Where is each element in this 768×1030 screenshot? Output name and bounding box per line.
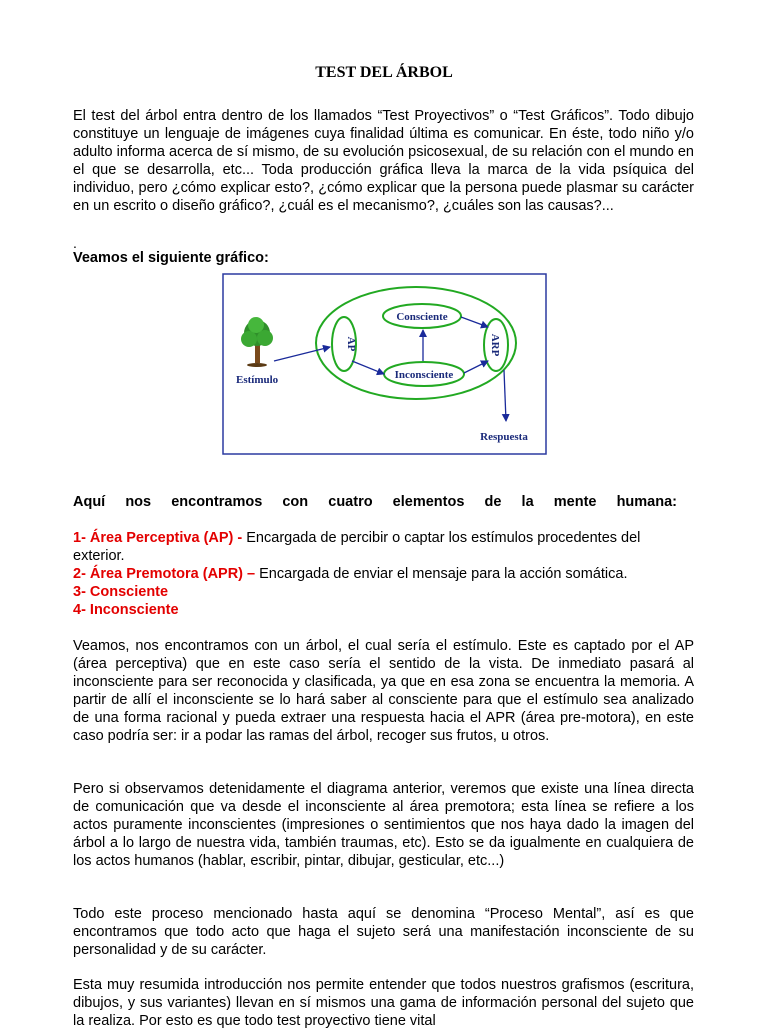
arp-label: ARP <box>489 333 501 357</box>
conscious-label: Consciente <box>396 311 448 323</box>
element-label: 4- Inconsciente <box>73 602 179 618</box>
ap-label: AP <box>345 336 357 352</box>
element-text: Encargada de enviar el mensaje para la acción somática. <box>255 566 628 582</box>
list-item <box>73 529 694 565</box>
response-label: Respuesta <box>480 431 528 443</box>
diagram-analysis-paragraph: Pero si observamos detenidamente el diagrama anterior, veremos que existe una línea directa de comunicación que va desde el inconsciente al área premotora; esta línea se refiere a los actos puramente inconscientes (impresiones o sentimientos que nos haya dado la imagen del árbol a lo largo de nuestra vida, también traumas, etc). Esto se da igualmente en cualquiera de los actos humanos (hablar, escribir, pintar, dibujar, gesticular, etc...) <box>73 781 694 869</box>
element-label: 3- Consciente <box>73 584 169 600</box>
mental-process-paragraph: Todo este proceso mencionado hasta aquí se denomina “Proceso Mental”, así es que encontramos que todo acto que haga el sujeto será una manifestación inconsciente de su personalidad y de su carácter. <box>73 906 694 958</box>
elements-heading: Aquí nos encontramos con cuatro elementos de la mente humana: <box>73 494 677 510</box>
list-item <box>73 583 694 601</box>
mental-process-diagram <box>222 273 547 455</box>
stray-dot: . <box>73 235 77 251</box>
unconscious-label: Inconsciente <box>394 369 454 381</box>
element-label: 1- Área Perceptiva (AP) - <box>73 530 243 546</box>
explanation-paragraph: Veamos, nos encontramos con un árbol, el cual sería el estímulo. Este es captado por el AP (área perceptiva) que en este caso sería el sentido de la vista. De inmediato pasará al inconsciente para ser reconocida y clasificada, ya que en esa zona se encuentra la memoria. A partir de allí el inconsciente se lo hará saber al consciente para que el estímulo sea analizado de una forma racional y pueda extraer una respuesta hacia el APR (área pre-motora), en este caso podría ser: ir a podar las ramas del árbol, recoger sus frutos, u otros. <box>73 638 694 744</box>
page-title: TEST DEL ÁRBOL <box>315 64 453 81</box>
stimulus-label: Estímulo <box>236 374 279 386</box>
element-label: 2- Área Premotora (APR) – <box>73 566 256 582</box>
element-text: Encargada de percibir o captar los estímulos procedentes del exterior. <box>73 530 641 564</box>
elements-list <box>73 529 694 619</box>
list-item <box>73 601 694 619</box>
conclusion-paragraph: Esta muy resumida introducción nos permite entender que todos nuestros grafismos (escritura, dibujos, y sus variantes) llevan en sí mismos una gama de información personal del sujeto que la realiza. Por esto es que todo test proyectivo tiene vital <box>73 977 694 1029</box>
diagram-heading: Veamos el siguiente gráfico: <box>73 250 269 266</box>
intro-paragraph: El test del árbol entra dentro de los llamados “Test Proyectivos” o “Test Gráficos”. Todo dibujo constituye un lenguaje de imágenes cuya finalidad última es comunicar. En éste, todo niño y/o adulto informa acerca de sí mismo, de su evolución psicosexual, de su relación con el mundo en el que se desarrolla, etc... Toda producción gráfica lleva la marca de la vida psíquica del individuo, pero ¿cómo explicar esto?, ¿cómo explicar que la persona puede plasmar su carácter en un escrito o diseño gráfico?, ¿cuál es el mecanismo?, ¿cuáles son las causas?... <box>73 108 694 214</box>
list-item <box>73 565 694 583</box>
